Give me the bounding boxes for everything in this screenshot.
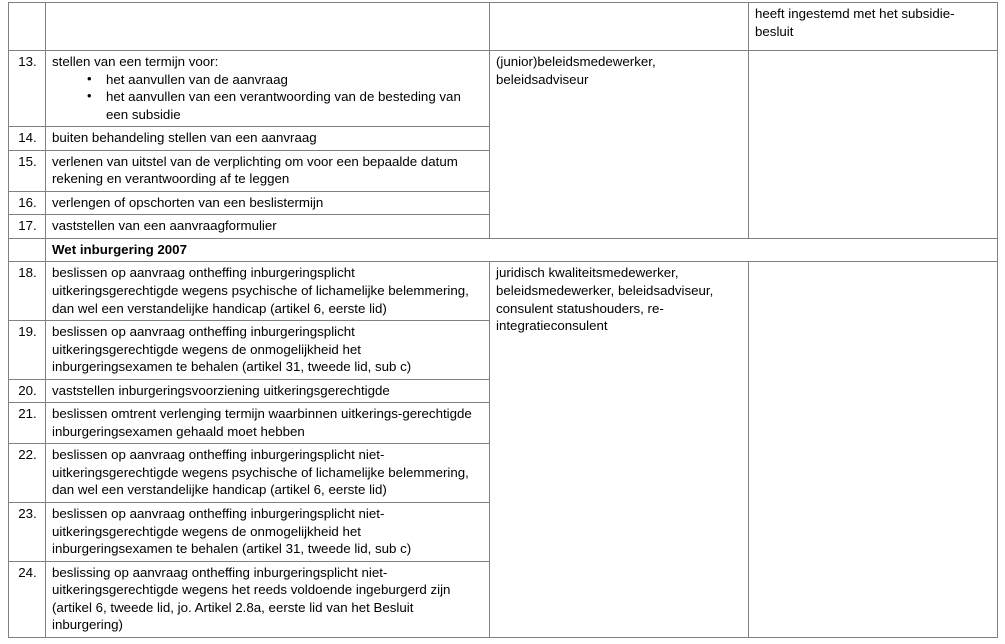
row-number: 19. — [18, 324, 37, 340]
row-condition: heeft ingestemd met het subsidie-besluit — [755, 6, 955, 39]
row-condition-cell — [749, 3, 998, 51]
row-description: beslissen op aanvraag ontheffing inburgeringsplicht niet-uitkeringsgerechtigde wegens psychische of lichamelijke belemmering, dan wel een verstandelijke handicap (artikel 6, eerste lid) — [52, 447, 469, 498]
row-number: 15. — [18, 153, 37, 169]
row-description: beslissen op aanvraag ontheffing inburgeringsplicht uitkeringsgerechtigde wegens de onmogelijkheid het inburgeringsexamen te behalen (artikel 31, tweede lid, sub c) — [52, 324, 412, 375]
row-number-cell — [9, 150, 46, 191]
row-condition-cell — [749, 262, 998, 637]
row-number: 18. — [18, 265, 37, 281]
row-description: vaststellen inburgeringsvoorziening uitkeringsgerechtigde — [52, 382, 390, 398]
row-description: vaststellen van een aanvraagformulier — [52, 218, 277, 234]
row-number-cell — [9, 127, 46, 151]
row-description-bullets — [52, 71, 484, 124]
row-number-cell — [9, 403, 46, 444]
row-role-cell — [490, 51, 749, 239]
row-description: beslissen omtrent verlenging termijn waarbinnen uitkerings-gerechtigde inburgeringsexamen gehaald moet hebben — [52, 406, 472, 439]
row-description: verlenen van uitstel van de verplichting om voor een bepaalde datum rekening en verantwoording af te leggen — [52, 153, 458, 187]
row-description-cell — [46, 403, 490, 444]
section-title: Wet inburgering 2007 — [52, 241, 187, 257]
row-number-cell — [9, 561, 46, 637]
row-number-cell — [9, 51, 46, 127]
row-description-cell — [46, 321, 490, 380]
row-description-cell — [46, 3, 490, 51]
row-number-cell — [9, 444, 46, 503]
row-description: buiten behandeling stellen van een aanvraag — [52, 130, 317, 146]
row-description: beslissen op aanvraag ontheffing inburgeringsplicht uitkeringsgerechtigde wegens psychische of lichamelijke belemmering, dan wel een verstandelijke handicap (artikel 6, eerste lid) — [52, 265, 469, 316]
row-description-cell — [46, 127, 490, 151]
section-heading-row — [9, 238, 998, 262]
row-number: 21. — [18, 406, 37, 422]
section-title-cell — [46, 238, 998, 262]
row-number: 24. — [18, 564, 37, 580]
row-description-cell — [46, 150, 490, 191]
row-description-cell — [46, 191, 490, 215]
row-description: beslissing op aanvraag ontheffing inburgeringsplicht niet-uitkeringsgerechtigde wegens het reeds voldoende ingeburgerd zijn (artikel 6, tweede lid, jo. Artikel 2.8a, eerste lid van het Besluit inburgering) — [52, 564, 451, 633]
row-description-cell — [46, 444, 490, 503]
row-role-cell — [490, 3, 749, 51]
row-description-cell — [46, 215, 490, 239]
row-number: 22. — [18, 447, 37, 463]
row-number-cell — [9, 321, 46, 380]
row-description-lead: stellen van een termijn voor: — [52, 54, 219, 69]
row-number: 13. — [18, 54, 37, 69]
row-role: juridisch kwaliteitsmedewerker, beleidsmedewerker, beleidsadviseur, consulent statushouders, re-integratieconsulent — [496, 265, 714, 334]
row-description-cell — [46, 51, 490, 127]
row-number-cell — [9, 191, 46, 215]
row-description-cell — [46, 262, 490, 321]
row-number: 23. — [18, 506, 37, 522]
table-row — [9, 3, 998, 51]
list-item: • het aanvullen van een verantwoording van de besteding van een subsidie — [106, 88, 484, 123]
row-number-cell — [9, 379, 46, 403]
table-row — [9, 262, 998, 321]
row-number: 17. — [18, 218, 37, 234]
row-condition-cell — [749, 51, 998, 239]
row-description-cell — [46, 503, 490, 562]
row-number-cell — [9, 262, 46, 321]
mandate-register-table — [8, 2, 998, 638]
row-role: (junior)beleidsmedewerker, beleidsadviseur — [496, 54, 656, 87]
row-role-cell — [490, 262, 749, 637]
row-number: 14. — [18, 130, 37, 146]
row-number-cell — [9, 215, 46, 239]
row-description-cell — [46, 561, 490, 637]
row-number-cell — [9, 3, 46, 51]
table-row — [9, 51, 998, 127]
list-item: • het aanvullen van de aanvraag — [106, 71, 484, 89]
row-number-cell — [9, 503, 46, 562]
row-number: 16. — [18, 194, 37, 210]
row-description: beslissen op aanvraag ontheffing inburgeringsplicht niet-uitkeringsgerechtigde wegens de onmogelijkheid het inburgeringsexamen te behalen (artikel 31, tweede lid, sub c) — [52, 506, 412, 557]
row-description: verlengen of opschorten van een beslistermijn — [52, 194, 324, 210]
row-number: 20. — [18, 382, 37, 398]
section-number-cell — [9, 238, 46, 262]
row-description-cell — [46, 379, 490, 403]
